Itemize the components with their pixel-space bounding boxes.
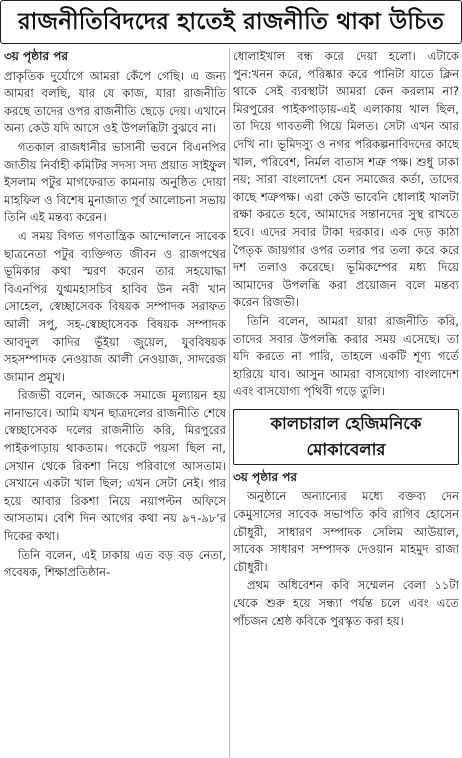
article-paragraph: অনুষ্ঠানে অন্যান্যের মধ্যে বক্তব্য দেন কেমুসাসের সাবেক সভাপতি কবি রাগিব হোসেন চৌধুরী, সাধারণ সম্পাদক সেলিম আউয়াল, সাবেক সাধারণ সম্পাদক দেওয়ান মাহমুদ রাজা চৌধুরী। (233, 489, 459, 574)
article-paragraph: প্রথম অধিবেশন কবি সম্মেলন বেলা ১১টা থেকে শুরু হয়ে সন্ধ্যা পর্যন্ত চলে এবং এতে পাঁচজন শ্রেষ্ঠ কবিকে পুরস্কৃত করা হয়। (233, 578, 459, 628)
column-divider (229, 48, 230, 758)
jump-line: ৩য় পৃষ্ঠার পর (233, 469, 298, 484)
article-paragraph: রিজভী বলেন, আজকে সমাজে মূল্যায়ন হয় নানাভাবে। আমি যখন ছাত্রদলের রাজনীতি শেষে স্বেচ্ছাসেবক দলের রাজনীতি করি, মিরপুরের পাইকপাড়ায় থাকতাম। পকেটে পয়সা ছিল না, সেখান থেকে রিকশা নিয়ে পরিবাগে আসতাম। সেখানে একটা খাল ছিল; এখন সেটা নেই। পার হয়ে আবার রিকশা নিয়ে নয়াপল্টন অফিসে আসতাম। বেশি দিন আগের কথা নয় ৯৭-৯৮'র দিকের কথা। (4, 388, 226, 544)
article-paragraph: প্রাকৃতিক দুর্যোগে আমরা কেঁপে গেছি। এ জন্য আমরা বলছি, যার যে কাজ, যারা রাজনীতি করছে তাদের ওপর রাজনীতি ছেড়ে দেয়। এখানে অন্য কেউ যদি আসে ওই উপলব্ধিটা বুঝবে না। (4, 68, 226, 136)
sub-headline: কালচারাল হেজিমনিকে মোকাবেলার (233, 409, 459, 465)
main-headline: রাজনীতিবিদদের হাতেই রাজনীতি থাকা উচিত (0, 0, 462, 44)
article-paragraph: এ সময় বিগত গণতান্ত্রিক আন্দোলনে সাবেক ছাত্রনেতা পটুর ব্যক্তিগত জীবন ও রাজপথের ভূমিকার কথা স্মরণ করেন তার সহযোদ্ধা বিএনপির যুগ্মমহাসচিব হাবিব উন নবী খান সোহেল, স্বেচ্ছাসেবক বিষয়ক সম্পাদক সরাফত আলী সপু, সহ-স্বেচ্ছাসেবক বিষয়ক সম্পাদক আবদুল কাদির ভূঁইয়া জুয়েল, যুববিষয়ক সহসম্পাদক নেওয়াজ আলী নেওয়াজ, সাদরেজ জামান প্রমুখ। (4, 228, 226, 384)
article-paragraph: গতকাল রাজধানীর ভাসানী ভবনে বিএনপির জাতীয় নির্বাহী কমিটির সদস্য সদ্য প্রয়াত সাইফুল ইসলাম পটুর মাগফেরাত কামনায় অনুষ্ঠিত দোয়া মাহফিল ও বিশেষ মুনাজাত পূর্ব আলোচনা সভায় তিনি এই মন্তব্য করেন। (4, 139, 226, 225)
article-column-left (4, 48, 226, 758)
article-paragraph: তিনি বলেন, এই ঢাকায় এত বড় বড় নেতা, গবেষক, শিক্ষাপ্রতিষ্ঠান- (4, 547, 226, 580)
article-column-right (233, 48, 459, 758)
article-paragraph: ধোলাইখাল বন্ধ করে দেয়া হলো। এটাকে পুন:খনন করে, পরিষ্কার করে পানিটা যাতে ক্লিন থাকে সেই ব্যবস্থাটা আমরা কেন করলাম না? মিরপুরের পাইকপাড়ায়-এই এলাকায় খাল ছিল, তা দিয়ে গাবতলী গিয়ে মিলত। সেটা এখন আর দেখি না। ভূমিদস্যু ও নগর পরিকল্পনাবিদদের কাছে খাল, পরিবেশ, নির্মল বাতাস শত্রু পক্ষ। শুধু ঢাকা নয়; সারা বাংলাদেশ যেন সমাজের কর্তা, তাদের কাছে শত্রুপক্ষ। এরা কেউ ভাবেনি ধোলাই খালটা রক্ষা করতে হবে, আমাদের সন্তানদের সুস্থ রাখতে হবে। এদের সবার টাকা দরকার। এক দেড় কাঠা পৈতৃক জায়গার ওপর তলার পর তলা করে করে দশ তলাও করেছে। ভূমিকম্পের মধ্য দিয়ে আমাদের উপলব্ধি করা প্রয়োজন বলে মন্তব্য করেন রিজভী। (233, 49, 459, 310)
jump-line: ৩য় পৃষ্ঠার পর (4, 49, 69, 63)
article-paragraph: তিনি বলেন, আমরা যারা রাজনীতি করি, তাদের সবার উপলব্ধি করার সময় এসেছে। তা যদি করতে না পারি, তাহলে একটি শূণ্য গর্তে হারিয়ে যাব। আসুন আমরা বাসযোগ্য বাংলাদেশ এবং বাসযোগ্য পৃথিবী গড়ে তুলি। (233, 313, 459, 399)
